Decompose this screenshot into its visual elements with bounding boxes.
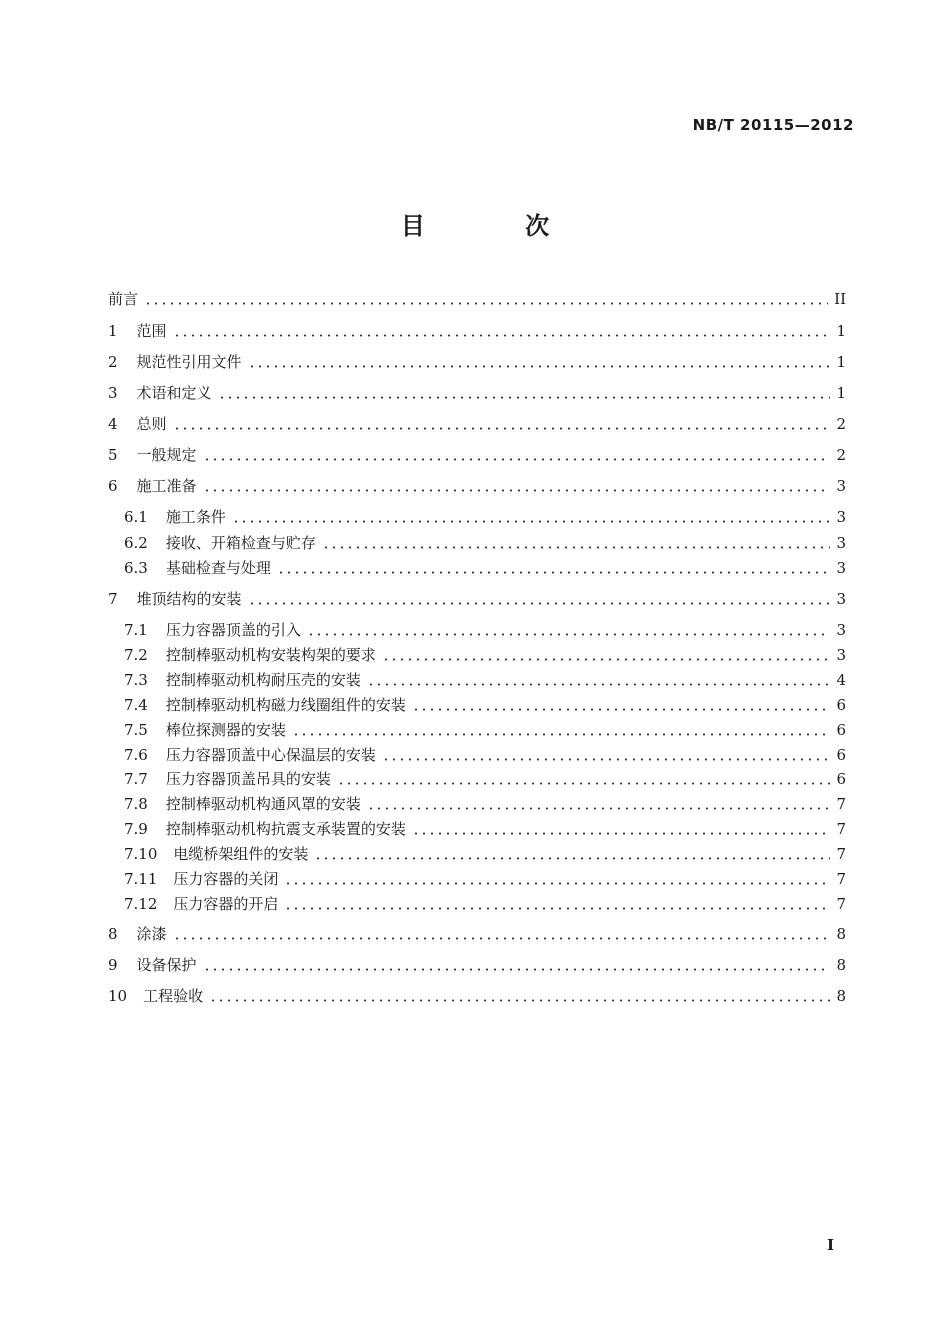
- toc-entry-page: 8: [836, 925, 846, 943]
- toc-entry[interactable]: [124, 557, 846, 579]
- toc-entry-title: 术语和定义: [136, 384, 212, 402]
- toc-entry-title: 压力容器顶盖吊具的安装: [165, 770, 331, 788]
- toc-entry[interactable]: [108, 413, 846, 435]
- toc-entry-number: 6: [108, 477, 118, 495]
- toc-entry[interactable]: [108, 351, 846, 373]
- toc-leader-dots: [367, 683, 830, 686]
- toc-entry-number: 8: [108, 925, 118, 943]
- toc-entry-page: 7: [836, 795, 846, 813]
- toc-entry-number: 7.3: [124, 671, 148, 689]
- toc-entry-number: 2: [108, 353, 118, 371]
- toc-leader-dots: [307, 633, 830, 636]
- toc-entry-number: 9: [108, 956, 118, 974]
- toc-entry-number: 7.2: [124, 646, 148, 664]
- toc-entry-title: 基础检查与处理: [165, 559, 271, 577]
- page-number: I: [826, 1236, 834, 1254]
- toc-leader-dots: [314, 857, 830, 860]
- toc-entry-number: 7.7: [124, 770, 148, 788]
- toc-entry-number: 7.10: [124, 845, 158, 863]
- toc-entry-page: 1: [836, 353, 846, 371]
- toc-entry-number: 1: [108, 322, 118, 340]
- toc-entry-title: 控制棒驱动机构耐压壳的安装: [165, 671, 361, 689]
- toc-entry-number: 7.12: [124, 895, 158, 913]
- toc-leader-dots: [248, 365, 830, 368]
- toc-entry-number: 7.5: [124, 721, 148, 739]
- toc-entry-number: 7.6: [124, 746, 148, 764]
- toc-entry-page: 3: [836, 477, 846, 495]
- toc-entry-title: 施工准备: [136, 477, 197, 495]
- toc-entry-number: 7.9: [124, 820, 148, 838]
- toc-entry-page: 6: [836, 746, 846, 764]
- toc-entry[interactable]: [108, 382, 846, 404]
- toc-entry-page: 7: [836, 820, 846, 838]
- toc-title: 目 次: [400, 212, 596, 240]
- toc-entry-title: 堆顶结构的安装: [136, 590, 242, 608]
- toc-entry-title: 控制棒驱动机构磁力线圈组件的安装: [165, 696, 406, 714]
- toc-entry-page: 1: [836, 322, 846, 340]
- toc-entry-page: 7: [836, 870, 846, 888]
- toc-entry-title: 设备保护: [136, 956, 197, 974]
- toc-entry-page: 6: [836, 770, 846, 788]
- toc-entry-page: 4: [836, 671, 846, 689]
- toc-entry-number: 6.3: [124, 559, 148, 577]
- toc-entry-number: 7.8: [124, 795, 148, 813]
- toc-leader-dots: [277, 571, 830, 574]
- toc-entry[interactable]: [108, 985, 846, 1007]
- toc-entry-title: 规范性引用文件: [136, 353, 242, 371]
- toc-leader-dots: [203, 458, 830, 461]
- toc-leader-dots: [173, 334, 830, 337]
- toc-entry-number: 7: [108, 590, 118, 608]
- toc-entry[interactable]: [124, 644, 846, 666]
- toc-entry[interactable]: [124, 868, 846, 890]
- toc-entry-number: 5: [108, 446, 118, 464]
- toc-entry-page: 8: [836, 956, 846, 974]
- toc-entry-title: 范围: [136, 322, 167, 340]
- toc-entry[interactable]: [124, 669, 846, 691]
- toc-entry-title: 工程验收: [143, 987, 204, 1005]
- toc-entry-page: 3: [836, 621, 846, 639]
- toc-leader-dots: [144, 302, 828, 305]
- toc-entry-page: 6: [836, 696, 846, 714]
- toc-entry[interactable]: [124, 506, 846, 528]
- toc-entry[interactable]: [124, 694, 846, 716]
- toc-entry-title: 压力容器的关闭: [173, 870, 279, 888]
- toc-entry-page: 3: [836, 559, 846, 577]
- toc-entry-number: 7.11: [124, 870, 158, 888]
- toc-entry-number: 7.4: [124, 696, 148, 714]
- toc-entry-title: 接收、开箱检查与贮存: [165, 534, 316, 552]
- toc-entry[interactable]: [108, 320, 846, 342]
- toc-entry[interactable]: [108, 444, 846, 466]
- toc-entry[interactable]: [108, 475, 846, 497]
- toc-entry[interactable]: [108, 588, 846, 610]
- toc-entry-number: 6.2: [124, 534, 148, 552]
- toc-entry[interactable]: [124, 719, 846, 741]
- toc-entry-page: 3: [836, 590, 846, 608]
- toc-leader-dots: [292, 733, 830, 736]
- toc-entry[interactable]: [124, 893, 846, 915]
- toc-leader-dots: [248, 602, 830, 605]
- toc-entry-number: 6.1: [124, 508, 148, 526]
- standard-number: NB/T 20115—2012: [692, 116, 854, 134]
- toc-entry-page: 6: [836, 721, 846, 739]
- toc-leader-dots: [412, 708, 830, 711]
- toc-entry[interactable]: [108, 288, 846, 310]
- toc-entry-title: 电缆桥架组件的安装: [173, 845, 309, 863]
- toc-leader-dots: [322, 546, 830, 549]
- toc-leader-dots: [232, 520, 830, 523]
- toc-entry-number: 10: [108, 987, 128, 1005]
- toc-entry-page: 3: [836, 534, 846, 552]
- toc-entry[interactable]: [124, 532, 846, 554]
- toc-entry-number: 4: [108, 415, 118, 433]
- toc-entry-title: 控制棒驱动机构通风罩的安装: [165, 795, 361, 813]
- toc-entry-page: 7: [836, 895, 846, 913]
- toc-entry-title: 总则: [136, 415, 167, 433]
- toc-entry[interactable]: [124, 744, 846, 766]
- toc-entry-title: 压力容器的开启: [173, 895, 279, 913]
- toc-entry[interactable]: [124, 619, 846, 641]
- toc-entry-page: 7: [836, 845, 846, 863]
- toc-entry-title: 施工条件: [165, 508, 226, 526]
- toc-entry-title: 压力容器顶盖的引入: [165, 621, 301, 639]
- toc-leader-dots: [284, 907, 830, 910]
- toc-entry-title: 控制棒驱动机构抗震支承装置的安装: [165, 820, 406, 838]
- toc-entry-title: 棒位探测器的安装: [165, 721, 286, 739]
- toc-entry-page: 2: [836, 415, 846, 433]
- toc-entry[interactable]: [108, 954, 846, 976]
- toc-leader-dots: [412, 832, 830, 835]
- toc-entry-page: 1: [836, 384, 846, 402]
- toc-entry[interactable]: [124, 768, 846, 790]
- toc-leader-dots: [284, 882, 830, 885]
- toc-leader-dots: [203, 489, 830, 492]
- toc-leader-dots: [367, 807, 830, 810]
- toc-entry-title: 压力容器顶盖中心保温层的安装: [165, 746, 376, 764]
- toc-leader-dots: [382, 758, 830, 761]
- toc-leader-dots: [337, 782, 830, 785]
- toc-leader-dots: [203, 968, 830, 971]
- toc-entry[interactable]: [124, 843, 846, 865]
- toc-entry[interactable]: [124, 793, 846, 815]
- toc-entry[interactable]: [124, 818, 846, 840]
- toc-entry-page: 2: [836, 446, 846, 464]
- toc-leader-dots: [218, 396, 830, 399]
- toc-entry-number: 3: [108, 384, 118, 402]
- toc-leader-dots: [209, 999, 830, 1002]
- toc-entry-title: 控制棒驱动机构安装构架的要求: [165, 646, 376, 664]
- toc-entry-page: II: [834, 290, 846, 308]
- toc-leader-dots: [382, 658, 830, 661]
- toc-entry-page: 3: [836, 508, 846, 526]
- toc-entry[interactable]: [108, 923, 846, 945]
- toc-leader-dots: [173, 937, 830, 940]
- toc-entry-title: 前言: [108, 290, 139, 308]
- toc-entry-number: 7.1: [124, 621, 148, 639]
- toc-entry-title: 涂漆: [136, 925, 167, 943]
- toc-entry-page: 3: [836, 646, 846, 664]
- toc-leader-dots: [173, 427, 830, 430]
- toc-entry-page: 8: [836, 987, 846, 1005]
- toc-entry-title: 一般规定: [136, 446, 197, 464]
